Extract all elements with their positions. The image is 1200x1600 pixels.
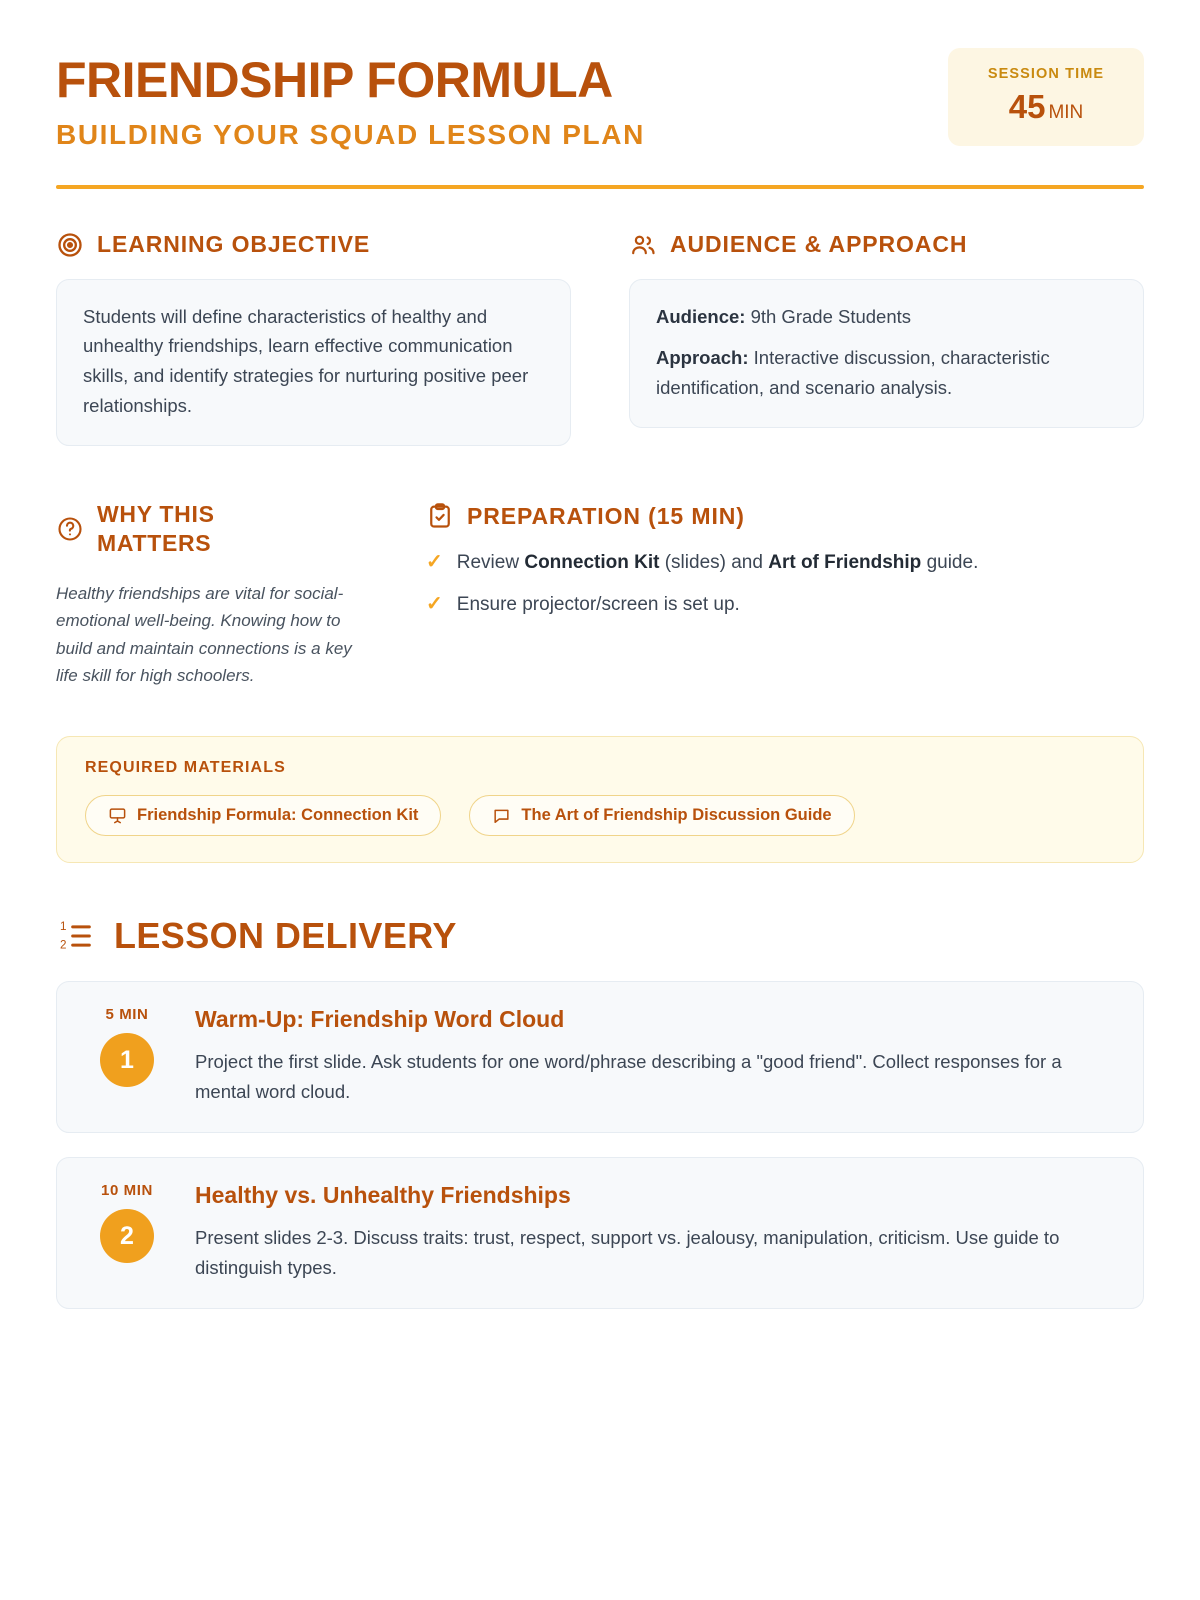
session-time-unit: MIN — [1048, 102, 1084, 123]
ordered-list-icon — [56, 916, 96, 956]
approach-line — [656, 343, 1117, 403]
required-materials-label: REQUIRED MATERIALS — [85, 759, 286, 776]
audience-approach-heading — [629, 231, 1144, 259]
session-time-value — [974, 88, 1118, 126]
session-time-number: 45 — [1008, 88, 1046, 125]
preparation-list — [426, 548, 1144, 619]
page-header — [56, 48, 1144, 151]
preparation-section — [426, 500, 1144, 690]
list-item — [426, 590, 1144, 619]
audience-approach-section — [629, 231, 1144, 447]
lesson-step-number: 2 — [100, 1209, 154, 1263]
preparation-item-text: Ensure projector/screen is set up. — [456, 593, 740, 615]
lesson-step-body — [195, 1180, 1075, 1282]
lesson-step-time: 5 MIN — [105, 1006, 149, 1023]
lesson-step-description: Project the first slide. Ask students for one word/phrase describing a "good friend". Collect responses for a mental word cloud. — [195, 1051, 1062, 1102]
middle-columns — [56, 500, 1144, 690]
learning-objective-card — [56, 279, 571, 447]
lesson-step-1 — [56, 981, 1144, 1133]
lesson-step-meta — [81, 1180, 173, 1282]
title-block — [56, 48, 645, 151]
preparation-item-text: Review Connection Kit (slides) and Art of Friendship guide. — [456, 552, 979, 574]
check-icon: ✓ — [426, 551, 443, 574]
users-icon — [629, 231, 657, 259]
required-materials-chips — [85, 795, 1115, 836]
check-icon: ✓ — [426, 592, 443, 615]
material-chip-discussion-guide[interactable] — [469, 795, 854, 836]
presentation-icon — [108, 806, 127, 825]
target-icon — [56, 231, 84, 259]
learning-objective-heading — [56, 231, 571, 259]
why-this-matters-text: Healthy friendships are vital for social-emotional well-being. Knowing how to build and maintain connections is a key life skill for high schoolers. — [56, 583, 352, 686]
question-circle-icon — [56, 515, 84, 543]
lesson-step-meta — [81, 1004, 173, 1106]
why-this-matters-heading — [56, 500, 386, 558]
chat-icon — [492, 806, 511, 825]
audience-value: 9th Grade Students — [745, 305, 912, 327]
overview-columns — [56, 231, 1144, 447]
lesson-step-number: 1 — [100, 1033, 154, 1087]
page-title: FRIENDSHIP FORMULA — [56, 52, 613, 108]
svg-text:2: 2 — [60, 938, 67, 952]
lesson-delivery-title: LESSON DELIVERY — [114, 915, 457, 956]
material-chip-connection-kit[interactable] — [85, 795, 441, 836]
clipboard-check-icon — [426, 502, 454, 530]
audience-approach-card — [629, 279, 1144, 429]
svg-text:1: 1 — [60, 920, 67, 933]
session-time-label: SESSION TIME — [987, 66, 1105, 82]
learning-objective-section — [56, 231, 571, 447]
audience-approach-title: AUDIENCE & APPROACH — [670, 231, 968, 257]
required-materials-panel — [56, 736, 1144, 863]
list-item — [426, 548, 1144, 577]
learning-objective-text: Students will define characteristics of healthy and unhealthy friendships, learn effective communication skills, and identify strategies for nurturing positive peer relationships. — [83, 305, 529, 417]
lesson-step-title: Healthy vs. Unhealthy Friendships — [195, 1182, 571, 1209]
why-this-matters-section — [56, 500, 386, 690]
session-time-badge — [948, 48, 1144, 146]
why-this-matters-title: WHY THIS MATTERS — [97, 501, 215, 557]
learning-objective-title: LEARNING OBJECTIVE — [97, 231, 371, 257]
lesson-step-2 — [56, 1157, 1144, 1309]
header-divider — [56, 185, 1144, 189]
approach-label: Approach: — [656, 347, 749, 369]
material-chip-label: The Art of Friendship Discussion Guide — [521, 806, 832, 824]
lesson-step-title: Warm-Up: Friendship Word Cloud — [195, 1006, 565, 1032]
audience-label: Audience: — [656, 305, 746, 327]
lesson-step-description: Present slides 2-3. Discuss traits: trust, respect, support vs. jealousy, manipulation, criticism. Use guide to distinguish types. — [195, 1227, 1060, 1278]
lesson-delivery-heading — [56, 915, 1144, 957]
preparation-title: PREPARATION (15 MIN) — [467, 502, 745, 529]
audience-line — [656, 302, 1117, 332]
page-subtitle: BUILDING YOUR SQUAD LESSON PLAN — [56, 118, 645, 150]
lesson-step-time: 10 MIN — [101, 1182, 153, 1200]
lesson-step-body — [195, 1004, 1075, 1106]
material-chip-label: Friendship Formula: Connection Kit — [137, 806, 419, 824]
preparation-heading — [426, 502, 1144, 530]
approach-value: Interactive discussion, characteristic identification, and scenario analysis. — [656, 347, 1050, 399]
